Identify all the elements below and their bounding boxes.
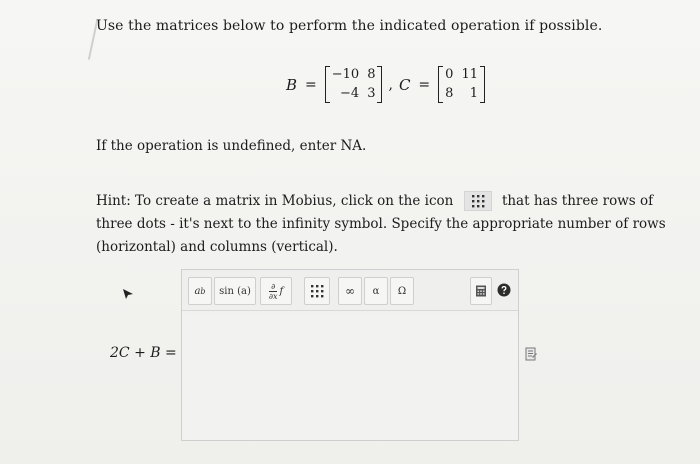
document-icon[interactable] [524, 347, 538, 361]
matrix-c-cell: 0 [445, 67, 454, 82]
comma: , [388, 76, 393, 93]
matrix-c-cell: 11 [461, 67, 478, 82]
matrix-b [325, 66, 383, 103]
hint-after: that has three rows of three dots - it's next to the infinity symbol. Specify the appropriate number of rows (horizontal) and columns (vertical). [96, 193, 666, 255]
equals-sign: = [418, 76, 431, 93]
help-button[interactable] [494, 277, 514, 303]
matrix-grid-icon [464, 191, 492, 211]
power-exponent: b [200, 286, 206, 296]
derivative-numerator: ∂ [271, 281, 276, 291]
matrix-button[interactable] [304, 277, 330, 305]
matrix-grid-icon [309, 283, 325, 299]
equals-sign: = [305, 76, 317, 93]
derivative-button[interactable] [260, 277, 292, 305]
calculator-icon [475, 285, 487, 297]
infinity-label: ∞ [345, 284, 355, 298]
derivative-fraction [269, 282, 278, 301]
hint-before: Hint: To create a matrix in Mobius, click on the icon [96, 193, 454, 209]
alpha-button[interactable] [364, 277, 388, 305]
matrix-c-cell: 8 [445, 86, 454, 101]
sin-label: sin (a) [219, 285, 251, 297]
matrix-b-cell: 8 [367, 67, 376, 82]
answer-expression-label: 2C + B = [110, 345, 177, 361]
derivative-function: f [279, 285, 284, 297]
math-toolbar [182, 270, 518, 311]
calculator-button[interactable] [470, 277, 492, 305]
math-editor[interactable] [181, 269, 519, 441]
matrix-c-label: C [398, 75, 411, 94]
hint-text [96, 190, 676, 259]
matrix-b-label: B [286, 75, 298, 94]
infinity-button[interactable] [338, 277, 362, 305]
alpha-label: α [372, 285, 380, 297]
matrix-b-cell: −10 [331, 67, 360, 82]
matrix-b-cell: −4 [340, 86, 360, 101]
power-base: a [194, 285, 201, 297]
matrix-c [438, 66, 485, 103]
matrix-b-cell: 3 [367, 86, 376, 101]
matrix-equation [286, 66, 485, 103]
sin-button[interactable] [214, 277, 256, 305]
omega-button[interactable] [390, 277, 414, 305]
omega-label: Ω [397, 285, 407, 297]
answer-input[interactable] [182, 315, 518, 440]
derivative-denominator: ∂x [268, 291, 278, 301]
cursor-arrow-icon [122, 288, 134, 300]
instruction-text: Use the matrices below to perform the indicated operation if possible. [96, 18, 603, 34]
undefined-note: If the operation is undefined, enter NA. [96, 138, 367, 154]
help-icon [497, 283, 511, 297]
matrix-c-cell: 1 [469, 86, 478, 101]
power-button[interactable] [188, 277, 212, 305]
